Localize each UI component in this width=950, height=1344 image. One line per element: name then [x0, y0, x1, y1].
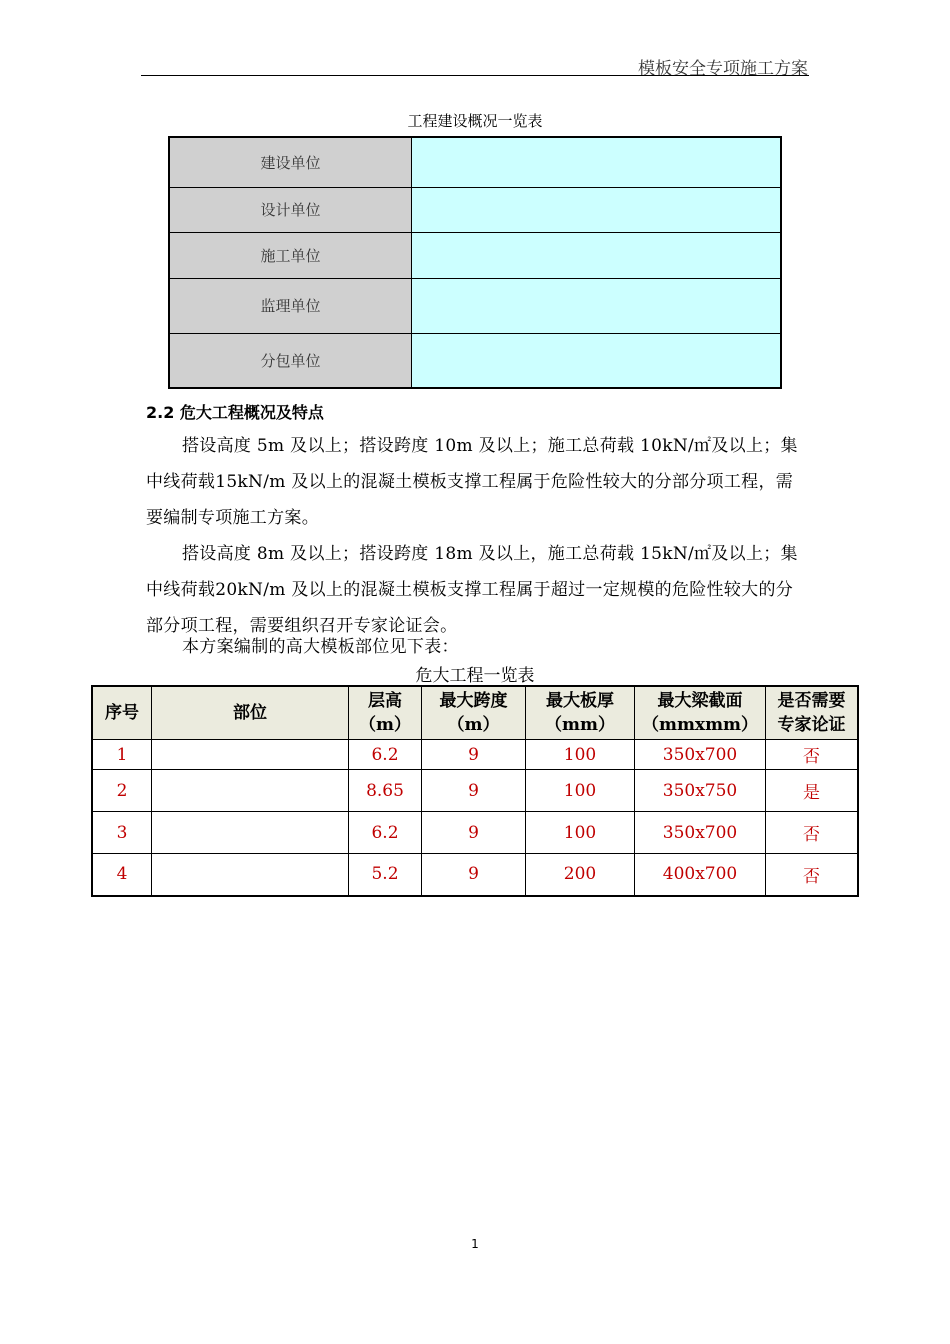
table-cell: 否 [766, 854, 859, 896]
table-cell [152, 812, 349, 854]
table-row [169, 137, 781, 187]
table-row [169, 232, 781, 278]
table-cell: 4 [92, 854, 152, 896]
row-value [412, 278, 782, 333]
row-label: 建设单位 [169, 137, 412, 187]
table-cell: 2 [92, 770, 152, 812]
table-cell: 1 [92, 740, 152, 770]
table-cell: 9 [422, 770, 526, 812]
table-header-row [92, 686, 858, 740]
row-value [412, 137, 782, 187]
table-row [92, 770, 858, 812]
table-cell: 6.2 [349, 812, 422, 854]
row-label: 分包单位 [169, 333, 412, 388]
table-cell: 6.2 [349, 740, 422, 770]
table-cell: 9 [422, 740, 526, 770]
hazard-table [91, 685, 859, 897]
table-cell: 350x700 [635, 740, 766, 770]
table-cell: 9 [422, 812, 526, 854]
overview-table-caption: 工程建设概况一览表 [407, 112, 543, 130]
section-heading: 2.2 危大工程概况及特点 [146, 403, 324, 422]
paragraph-1: 搭设高度 5m 及以上；搭设跨度 10m 及以上；施工总荷载 10kN/㎡及以上；集中线荷载15kN/m 及以上的混凝土模板支撑工程属于危险性较大的分部分项工程，需要编制专项施工方案。 [146, 436, 798, 528]
hazard-table-caption: 危大工程一览表 [415, 666, 535, 686]
column-header: 最大跨度 （m） [422, 686, 526, 740]
table-row [169, 333, 781, 388]
table-cell: 350x750 [635, 770, 766, 812]
row-value [412, 187, 782, 232]
column-header: 最大板厚 （mm） [526, 686, 635, 740]
row-value [412, 333, 782, 388]
table-cell [152, 854, 349, 896]
table-cell: 100 [526, 770, 635, 812]
table-row [169, 278, 781, 333]
paragraph-3: 本方案编制的高大模板部位见下表： [182, 637, 459, 657]
table-cell: 否 [766, 812, 859, 854]
table-cell: 100 [526, 812, 635, 854]
table-row [92, 854, 858, 896]
paragraph-2: 搭设高度 8m 及以上；搭设跨度 18m 及以上，施工总荷载 15kN/㎡及以上；集中线荷载20kN/m 及以上的混凝土模板支撑工程属于超过一定规模的危险性较大的分部分项工程，需要组织召开专家论证会。 [146, 544, 798, 636]
table-cell: 350x700 [635, 812, 766, 854]
column-header: 是否需要 专家论证 [766, 686, 859, 740]
table-cell [152, 770, 349, 812]
page-number: 1 [471, 1237, 479, 1251]
column-header: 层高 （m） [349, 686, 422, 740]
table-cell: 否 [766, 740, 859, 770]
page-header-title: 模板安全专项施工方案 [638, 59, 808, 79]
table-cell: 8.65 [349, 770, 422, 812]
table-cell: 9 [422, 854, 526, 896]
table-row [169, 187, 781, 232]
table-cell: 400x700 [635, 854, 766, 896]
table-cell: 200 [526, 854, 635, 896]
overview-table [168, 136, 782, 389]
column-header: 最大梁截面 （mmxmm） [635, 686, 766, 740]
table-cell: 是 [766, 770, 859, 812]
column-header: 部位 [152, 686, 349, 740]
table-row [92, 740, 858, 770]
row-label: 设计单位 [169, 187, 412, 232]
table-cell [152, 740, 349, 770]
table-cell: 5.2 [349, 854, 422, 896]
header-rule [141, 75, 809, 76]
row-label: 监理单位 [169, 278, 412, 333]
table-row [92, 812, 858, 854]
row-label: 施工单位 [169, 232, 412, 278]
table-cell: 3 [92, 812, 152, 854]
table-cell: 100 [526, 740, 635, 770]
row-value [412, 232, 782, 278]
column-header: 序号 [92, 686, 152, 740]
